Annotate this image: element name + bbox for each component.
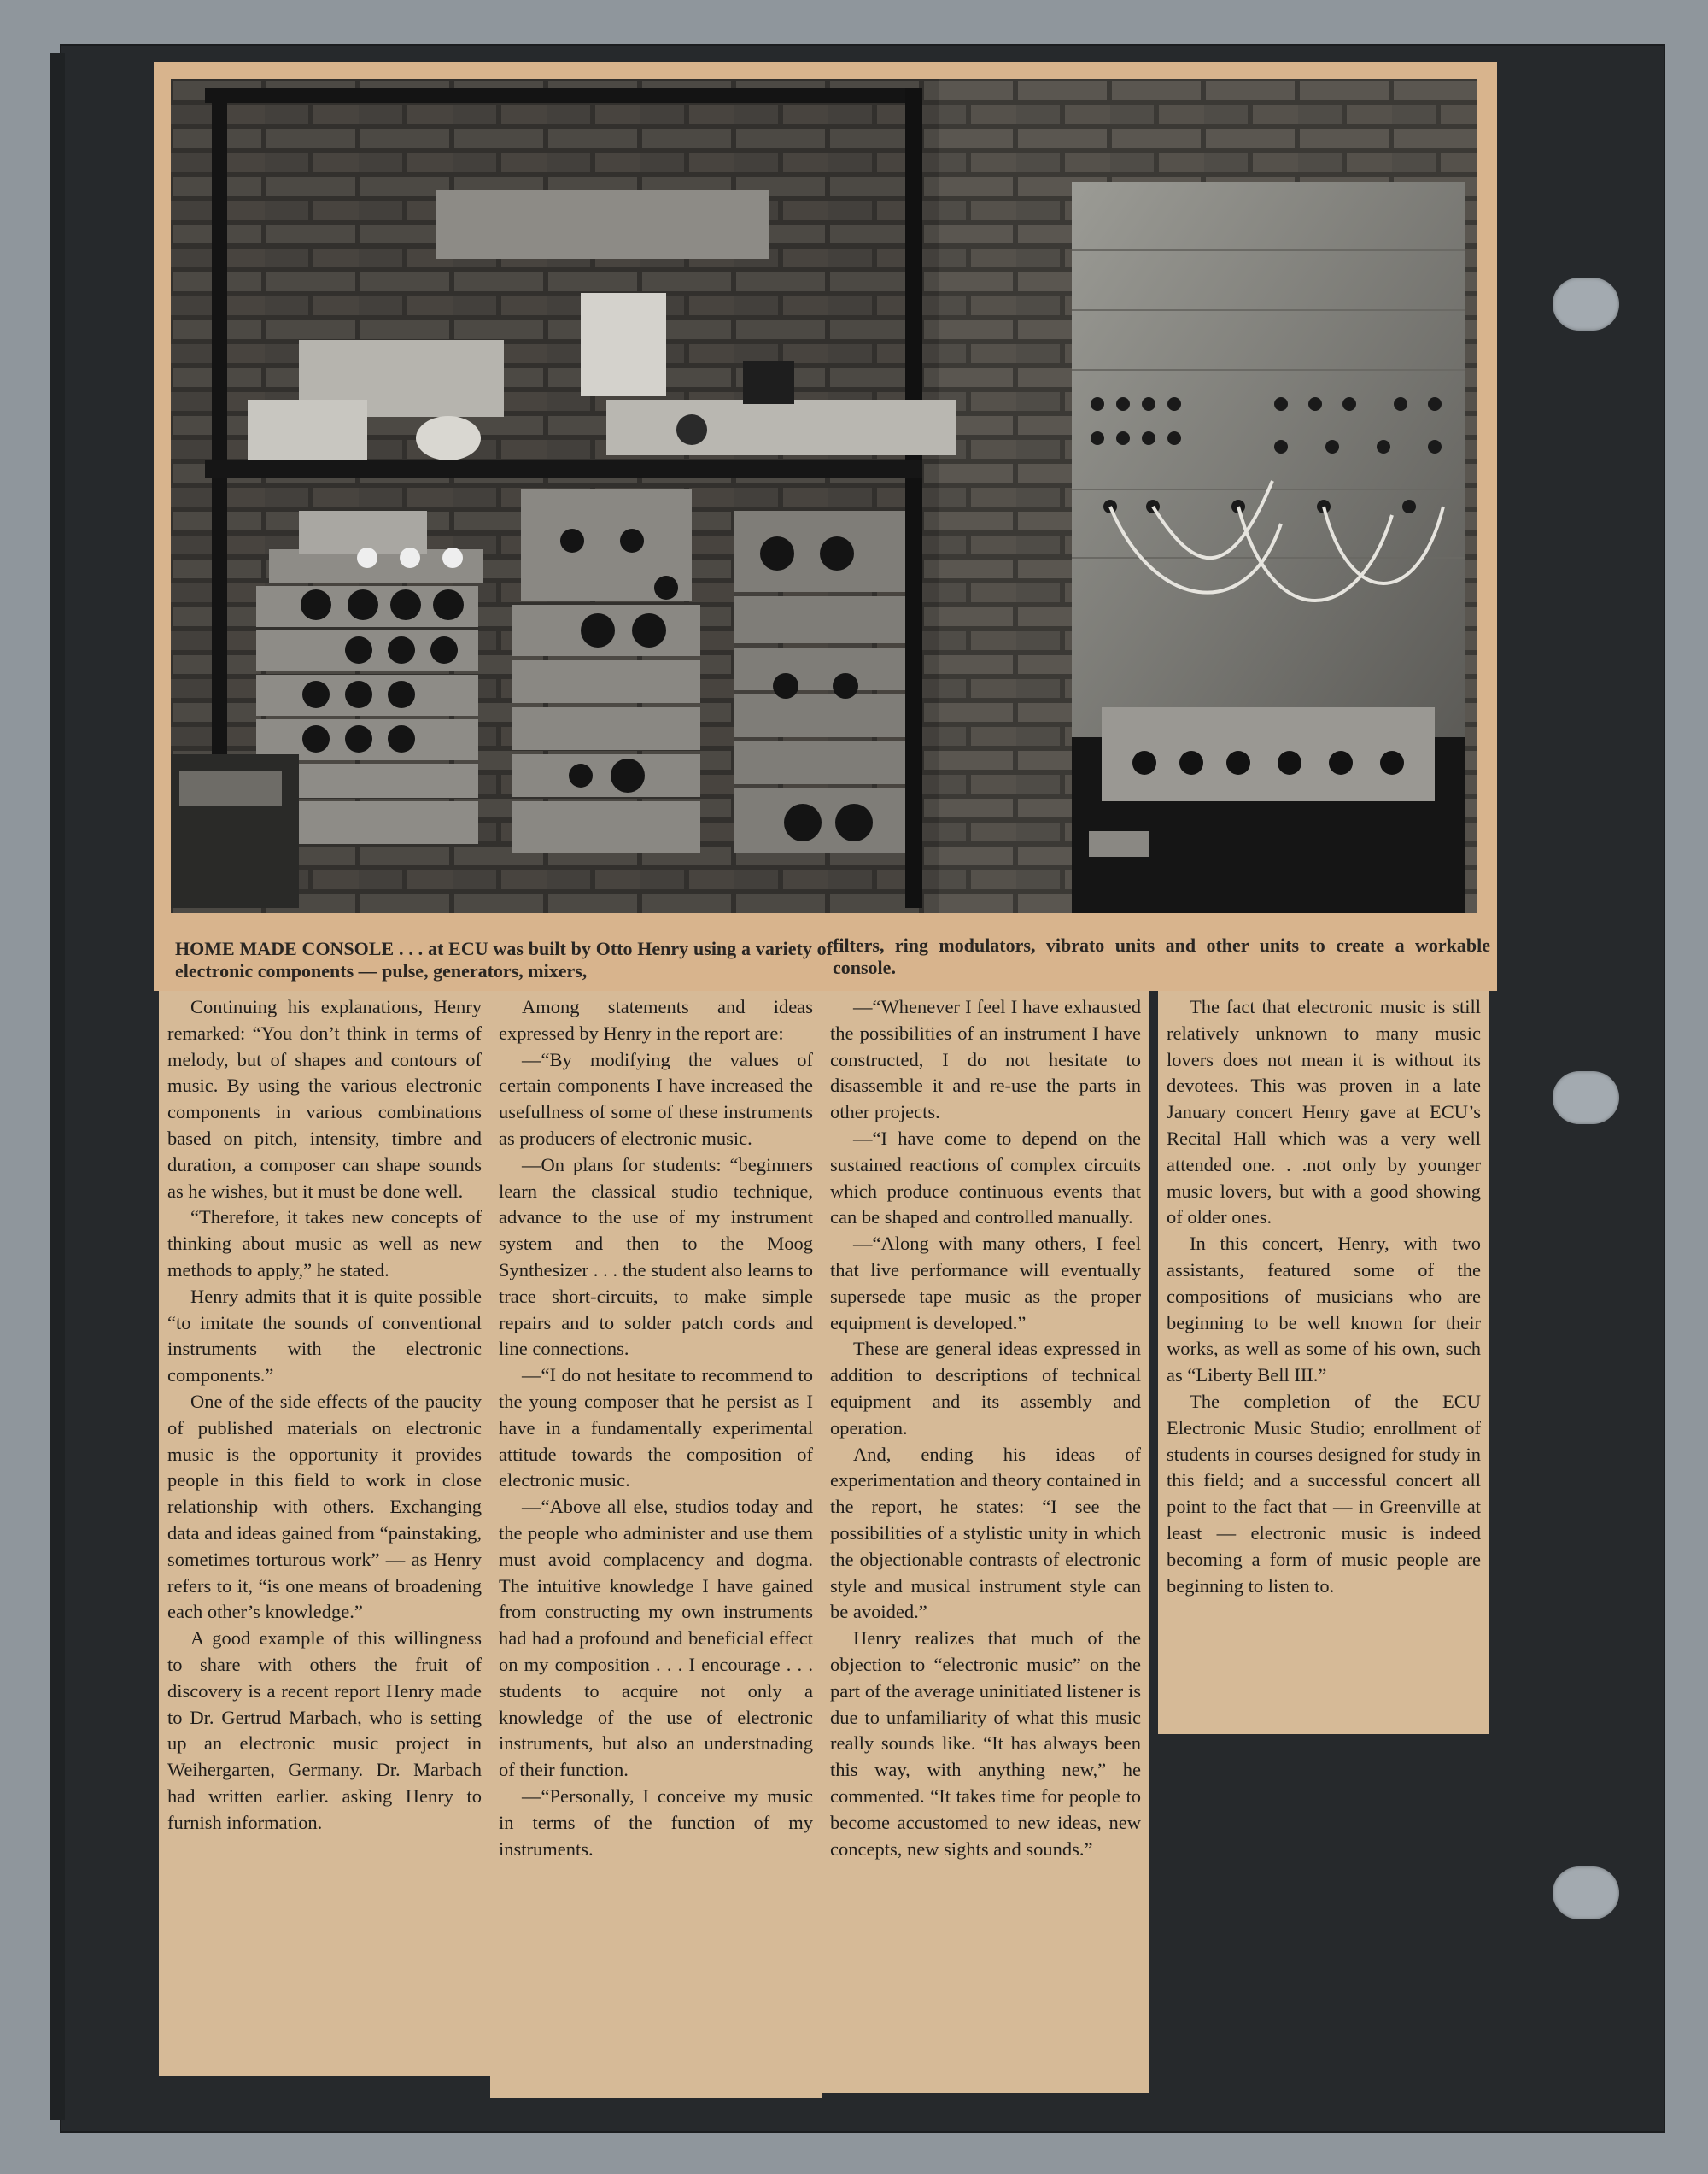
punch-hole-bottom [1553, 1866, 1619, 1919]
punch-hole-top [1553, 278, 1619, 331]
console-photograph [171, 79, 1477, 913]
paragraph: —“I do not hesitate to recommend to the young composer that he persist as I have in a fundamentally experimental attitude towards the composition of electronic music. [499, 1364, 813, 1491]
paragraph: —“Above all else, studios today and the people who administer and use them must avoid complacency and dogma. The intuitive knowledge I have gained from constructing my own instruments had had a profound and beneficial effect on my composition . . . I encourage . . . students to acquire not only a knowledge of the use of electronic instruments, but also an understnading of their function. [499, 1496, 813, 1781]
paragraph: —“Along with many others, I feel that live performance will eventually supersede tape music as the proper equipment is developed.” [830, 1233, 1141, 1333]
paragraph: “Therefore, it takes new concepts of thinking about music as well as new methods to apply,” he stated. [167, 1206, 482, 1280]
paragraph: Among statements and ideas expressed by Henry in the report are: [499, 996, 813, 1044]
paragraph: —On plans for students: “beginners learn the classical studio technique, advance to the use of my instrument system and then to the Moog Synthesizer . . . the student also learns to trace short-circuits, to make simple repairs and to solder patch cords and line connections. [499, 1153, 813, 1360]
punch-hole-middle [1553, 1071, 1619, 1124]
paragraph: —“By modifying the values of certain components I have increased the usefullness of some of these instruments as producers of electronic music. [499, 1048, 813, 1149]
paragraph: The fact that electronic music is still relatively unknown to many music lovers does not mean it is without its devotees. This was proven in a late January concert Henry gave at ECU’s Recital Hall which was a very well attended one. . .not only by younger music lovers, but with a good showing of older ones. [1167, 996, 1481, 1228]
paragraph: —“Personally, I conceive my music in terms of the function of my instruments. [499, 1784, 813, 1860]
article-column-3 [822, 991, 1149, 2093]
paragraph: Henry realizes that much of the objection to “electronic music” on the part of the average uninitiated listener is due to unfamiliarity of what this music really sounds like. “It has always been this way, with anything new,” he commented. “It takes time for people to become accustomed to new ideas, new concepts, new sights and sounds.” [830, 1627, 1141, 1860]
caption-line-2: filters, ring modulators, vibrato units and other units to create a workable console. [833, 935, 1490, 978]
page-edge [50, 53, 65, 2120]
paragraph: A good example of this willingness to share with others the fruit of discovery is a recent report Henry made to Dr. Gertrud Marbach, who is setting up an electronic music project in Weihergarten, Germany. Dr. Marbach had written earlier. asking Henry to furnish information. [167, 1627, 482, 1833]
article-column-1 [159, 991, 490, 2076]
caption-line-1: HOME MADE CONSOLE . . . at ECU was built by Otto Henry using a variety of electronic components — pulse, generators, mixers, [175, 938, 833, 982]
article-column-4 [1158, 991, 1489, 1734]
paragraph: These are general ideas expressed in addition to descriptions of technical equipment and its assembly and operation. [830, 1338, 1141, 1439]
paragraph: In this concert, Henry, with two assistants, featured some of the compositions of musicians who are beginning to be well known for their works, as well as some of his own, such as “Liberty Bell III.” [1167, 1233, 1481, 1386]
paragraph: —“I have come to depend on the sustained reactions of complex circuits which produce continuous events that can be shaped and controlled manually. [830, 1127, 1141, 1228]
paragraph: The completion of the ECU Electronic Music Studio; enrollment of students in courses designed for study in this field; and a successful concert all point to the fact that — in Greenville at least — electronic music is indeed becoming a form of music people are beginning to listen to. [1167, 1390, 1481, 1597]
paragraph: And, ending his ideas of experimentation and theory contained in the report, he states: “I see the possibilities of a stylistic unity in which the objectionable contrasts of electronic style and musical instrument style can be avoided.” [830, 1443, 1141, 1623]
paragraph: One of the side effects of the paucity of published materials on electronic music is the opportunity it provides people in this field to work in close relationship with others. Exchanging data and ideas gained from “painstaking, sometimes torturous work” — as Henry refers to it, “is one means of broadening each other’s knowledge.” [167, 1390, 482, 1623]
photo-caption [154, 929, 1497, 991]
paragraph: —“Whenever I feel I have exhausted the possibilities of an instrument I have constructed, I do not hesitate to disassemble it and re-use the parts in other projects. [830, 996, 1141, 1123]
paragraph: Continuing his explanations, Henry remarked: “You don’t think in terms of melody, but of shapes and contours of music. By using the various electronic components in various combinations based on pitch, intensity, timbre and duration, a composer can shape sounds as he wishes, but it must be done well. [167, 996, 482, 1202]
article-column-2 [490, 991, 822, 2098]
paragraph: Henry admits that it is quite possible “to imitate the sounds of conventional instruments with the electronic components.” [167, 1285, 482, 1386]
